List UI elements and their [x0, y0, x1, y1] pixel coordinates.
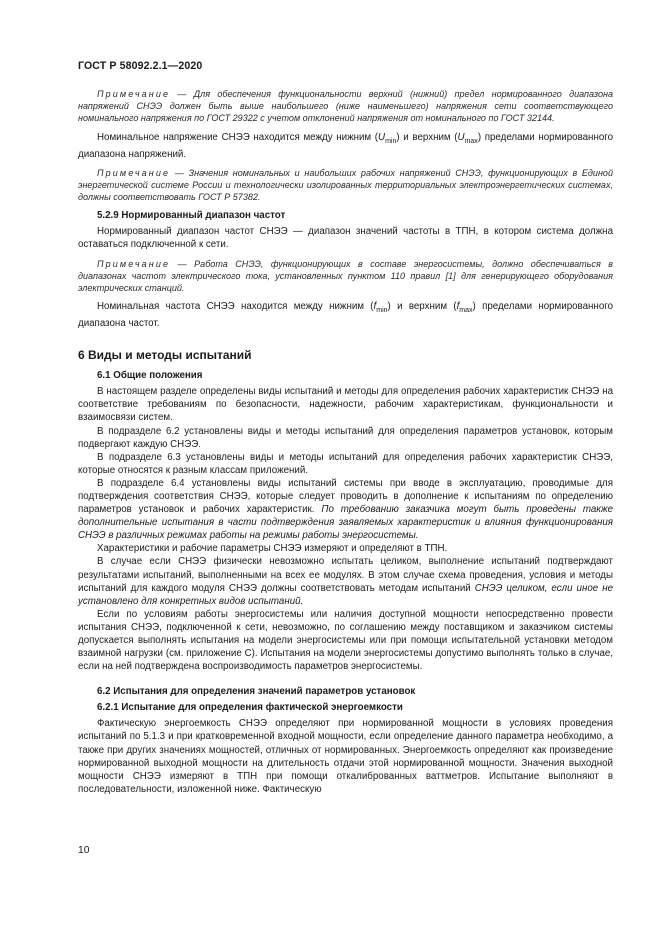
paragraph-6-1-4: В подразделе 6.4 установлены виды испытаний системы при вводе в эксплуатацию, проводимые для подтверждения соответствия СНЭЭ, которые следует проводить в дополнение к испытаниям по определению параметров установок и рабочих характеристик. По требованию заказчика могут быть проведены также дополнительные испытания в части подтверждения заявляемых характеристик и влияния функционирования СНЭЭ в различных режимах работы на режимы работы энергосистемы. — [78, 477, 614, 542]
paragraph-6-1-5: Характеристики и рабочие параметры СНЭЭ измеряют и определяют в ТПН. — [97, 543, 448, 555]
note-label: Примечание — [97, 258, 171, 269]
paragraph-6-2-1: Фактическую энергоемкость СНЭЭ определяют при нормированной мощности в условиях проведения испытаний по 5.1.3 и при кратковременной входной мощности, если определение данного параметра необходимо, а также при других значениях мощностей, отличных от нормированных. Энергоемкость определяют как произведение нормированной выходной мощности на длительность отдачи этой нормированной мощности. Значения выходной мощности СНЭЭ измеряют в ТПН при помощи откалиброванных ваттметров. Испытание выполняют в последовательности, изложенной ниже. Фактическую — [78, 718, 613, 795]
section-6-2-heading: 6.2 Испытания для определения значений параметров установок — [97, 686, 416, 698]
section-6-1-heading: 6.1 Общие положения — [97, 370, 203, 382]
note-label: Примечание — [97, 167, 171, 178]
section-6-heading: 6 Виды и методы испытаний — [78, 348, 252, 363]
paragraph-frequency-range: Нормированный диапазон частот СНЭЭ — диапазон значений частоты в ТПН, в котором система должна оставаться подключенной к сети. — [78, 226, 613, 251]
paragraph-nominal-frequency: Номинальная частота СНЭЭ находится между нижним $(f_{min})$ и верхним $(f_{max})$ пределами нормированного диапазона частот. — [78, 301, 614, 330]
document-code-header: ГОСТ Р 58092.2.1—2020 — [78, 60, 203, 72]
note-frequency: Примечание — Работа СНЭЭ, функционирующих в составе энергосистемы, должно обеспечиваться в диапазонах частот электрического тока, установленных пунктом 110 правил [1] для генерирующего оборудования электрических станций. — [78, 258, 613, 293]
paragraph-6-1-7: Если по условиям работы энергосистемы или наличия доступной мощности непосредственно провести испытания СНЭЭ, подключенной к сети, невозможно, по соглашению между поставщиком и заказчиком системы допускается выполнять испытания на модели энергосистемы или при помощи испытательной установки методом взаимной нагрузки (см. приложение С). Испытания на модели энергосистемы допустимо выполнять только в случае, если на ней подтверждена воспроизводимость параметров энергосистемы. — [78, 608, 613, 673]
paragraph-6-1-1: В настоящем разделе определены виды испытаний и методы для определения рабочих характеристик СНЭЭ на соответствие требованиям по безопасности, надежности, рабочим характеристикам, функциональности и взаимосвязи систем. — [78, 386, 613, 424]
note-label: Примечание — [97, 89, 171, 99]
paragraph-6-1-3: В подразделе 6.3 установлены виды и методы испытаний для определения рабочих характеристик СНЭЭ, которые относятся к разным классам приложений. — [78, 451, 613, 476]
note-nominal-voltages: Примечание — Значения номинальных и наибольших рабочих напряжений СНЭЭ, функционирующих в Единой энергетической системе России и технологически изолированных территориальных электроэнергетических системах, должны соответствовать ГОСТ Р 57382. — [78, 167, 613, 203]
paragraph-nominal-voltage: Номинальное напряжение СНЭЭ находится между нижним $(U_{min})$ и верхним $(U_{max})$ пределами нормированного диапазона напряжений. — [78, 131, 614, 160]
note-voltage-range: Примечание — Для обеспечения функциональности верхний (нижний) предел нормированного диапазона напряжений СНЭЭ должен быть выше наибольшего (ниже наименьшего) напряжения сети соответствующего номинального напряжения по ГОСТ 29322 с учетом отклонений напряжения от номинального по ГОСТ 32144. — [78, 89, 613, 124]
paragraph-6-1-6: В случае если СНЭЭ физически невозможно испытать целиком, выполнение испытаний подтверждают результатами испытаний, выполненными на всех ее модулях. В этом случае схема проведения, условия и методы испытаний для каждого модуля СНЭЭ должны соответствовать методам испытаний СНЭЭ целиком, если иное не установлено для конкретных видов испытаний. — [78, 556, 613, 607]
section-6-2-1-heading: 6.2.1 Испытание для определения фактической энергоемкости — [97, 702, 403, 714]
section-5-2-9-heading: 5.2.9 Нормированный диапазон частот — [97, 210, 286, 222]
page-number: 10 — [78, 845, 90, 856]
paragraph-6-1-2: В подразделе 6.2 установлены виды и методы испытаний для определения параметров установок, которым подвергают каждую СНЭЭ. — [78, 425, 613, 450]
page-content — [78, 88, 613, 796]
